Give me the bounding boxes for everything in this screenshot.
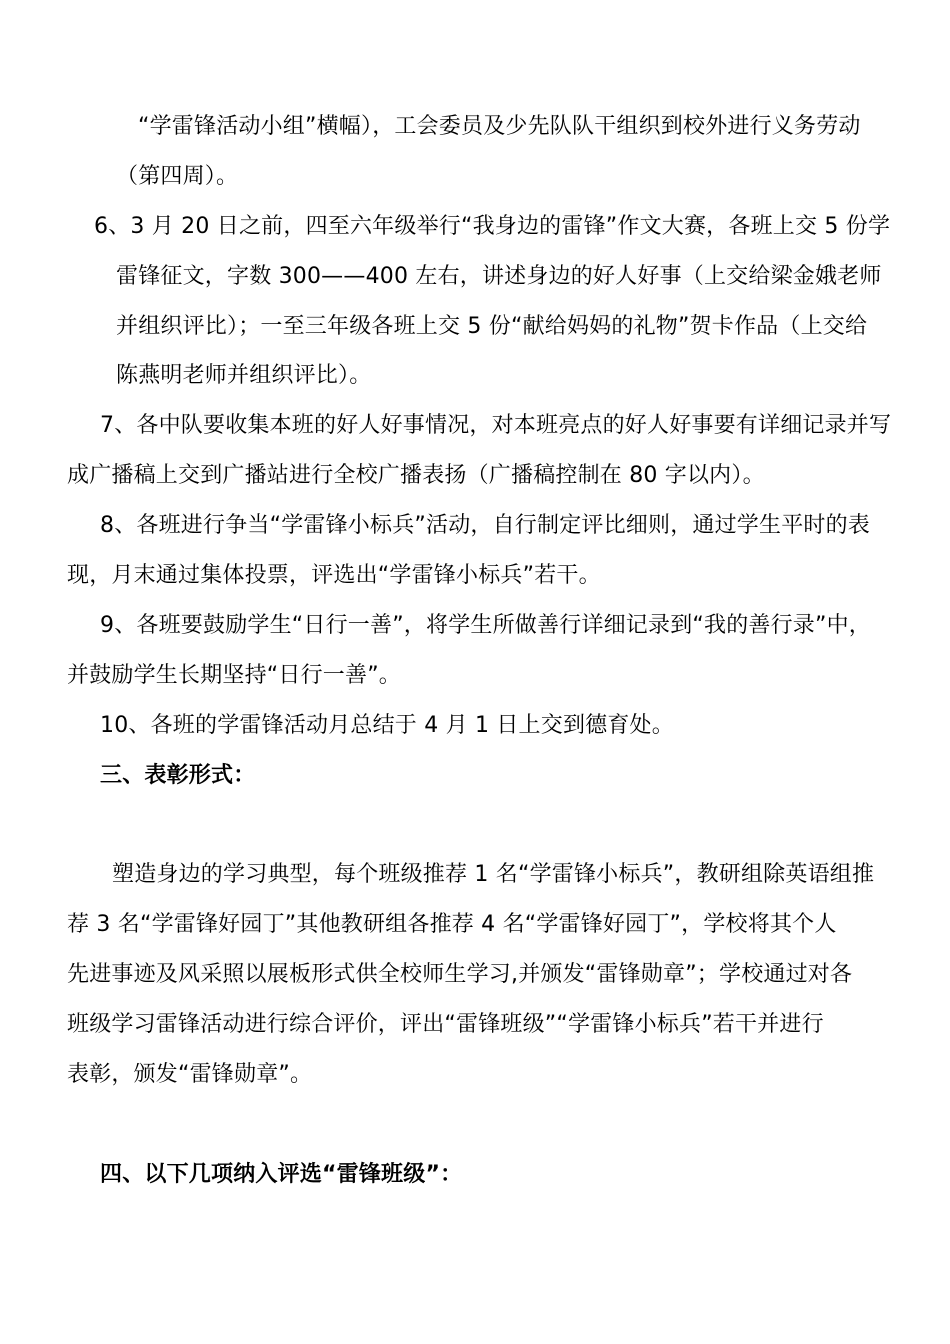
section3-heading: 三、表彰形式： [100, 763, 256, 788]
item5-line1: “学雷锋活动小组”横幅），工会委员及少先队队干组织到校外进行义务劳动 [138, 114, 861, 139]
item6-line2: 雷锋征文，字数 300——400 左右，讲述身边的好人好事（上交给梁金娥老师 [116, 264, 882, 289]
item8-line1: 8、各班进行争当“学雷锋小标兵”活动，自行制定评比细则，通过学生平时的表 [100, 513, 870, 538]
item9-line1: 9、各班要鼓励学生“日行一善”，将学生所做善行详细记录到“我的善行录”中， [100, 613, 871, 638]
item6-line3: 并组织评比）；一至三年级各班上交 5 份“献给妈妈的礼物”贺卡作品（上交给 [116, 314, 868, 339]
section3-line2: 荐 3 名“学雷锋好园丁”其他教研组各推荐 4 名“学雷锋好园丁”，学校将其个人 [67, 912, 837, 937]
item6-line1: 6、3 月 20 日之前，四至六年级举行“我身边的雷锋”作文大赛，各班上交 5 份学 [94, 214, 891, 239]
item7-line2: 成广播稿上交到广播站进行全校广播表扬（广播稿控制在 80 字以内）。 [67, 463, 765, 488]
item10-line1: 10、各班的学雷锋活动月总结于 4 月 1 日上交到德育处。 [100, 713, 674, 738]
section3-line5: 表彰，颁发“雷锋勋章”。 [67, 1062, 313, 1087]
item9-line2: 并鼓励学生长期坚持“日行一善”。 [67, 663, 401, 688]
section3-line4: 班级学习雷锋活动进行综合评价，评出“雷锋班级”“学雷锋小标兵”若干并进行 [67, 1012, 824, 1037]
section3-line1: 塑造身边的学习典型，每个班级推荐 1 名“学雷锋小标兵”，教研组除英语组推 [112, 862, 875, 887]
item8-line2: 现，月末通过集体投票，评选出“学雷锋小标兵”若干。 [67, 563, 601, 588]
item6-line4: 陈燕明老师并组织评比）。 [116, 363, 372, 388]
section4-heading: 四、以下几项纳入评选“雷锋班级”： [100, 1162, 463, 1187]
section3-line3: 先进事迹及风采照以展板形式供全校师生学习,并颁发“雷锋勋章”；学校通过对各 [67, 962, 853, 987]
item5-line2: （第四周）。 [116, 164, 239, 189]
item7-line1: 7、各中队要收集本班的好人好事情况，对本班亮点的好人好事要有详细记录并写 [100, 413, 892, 438]
